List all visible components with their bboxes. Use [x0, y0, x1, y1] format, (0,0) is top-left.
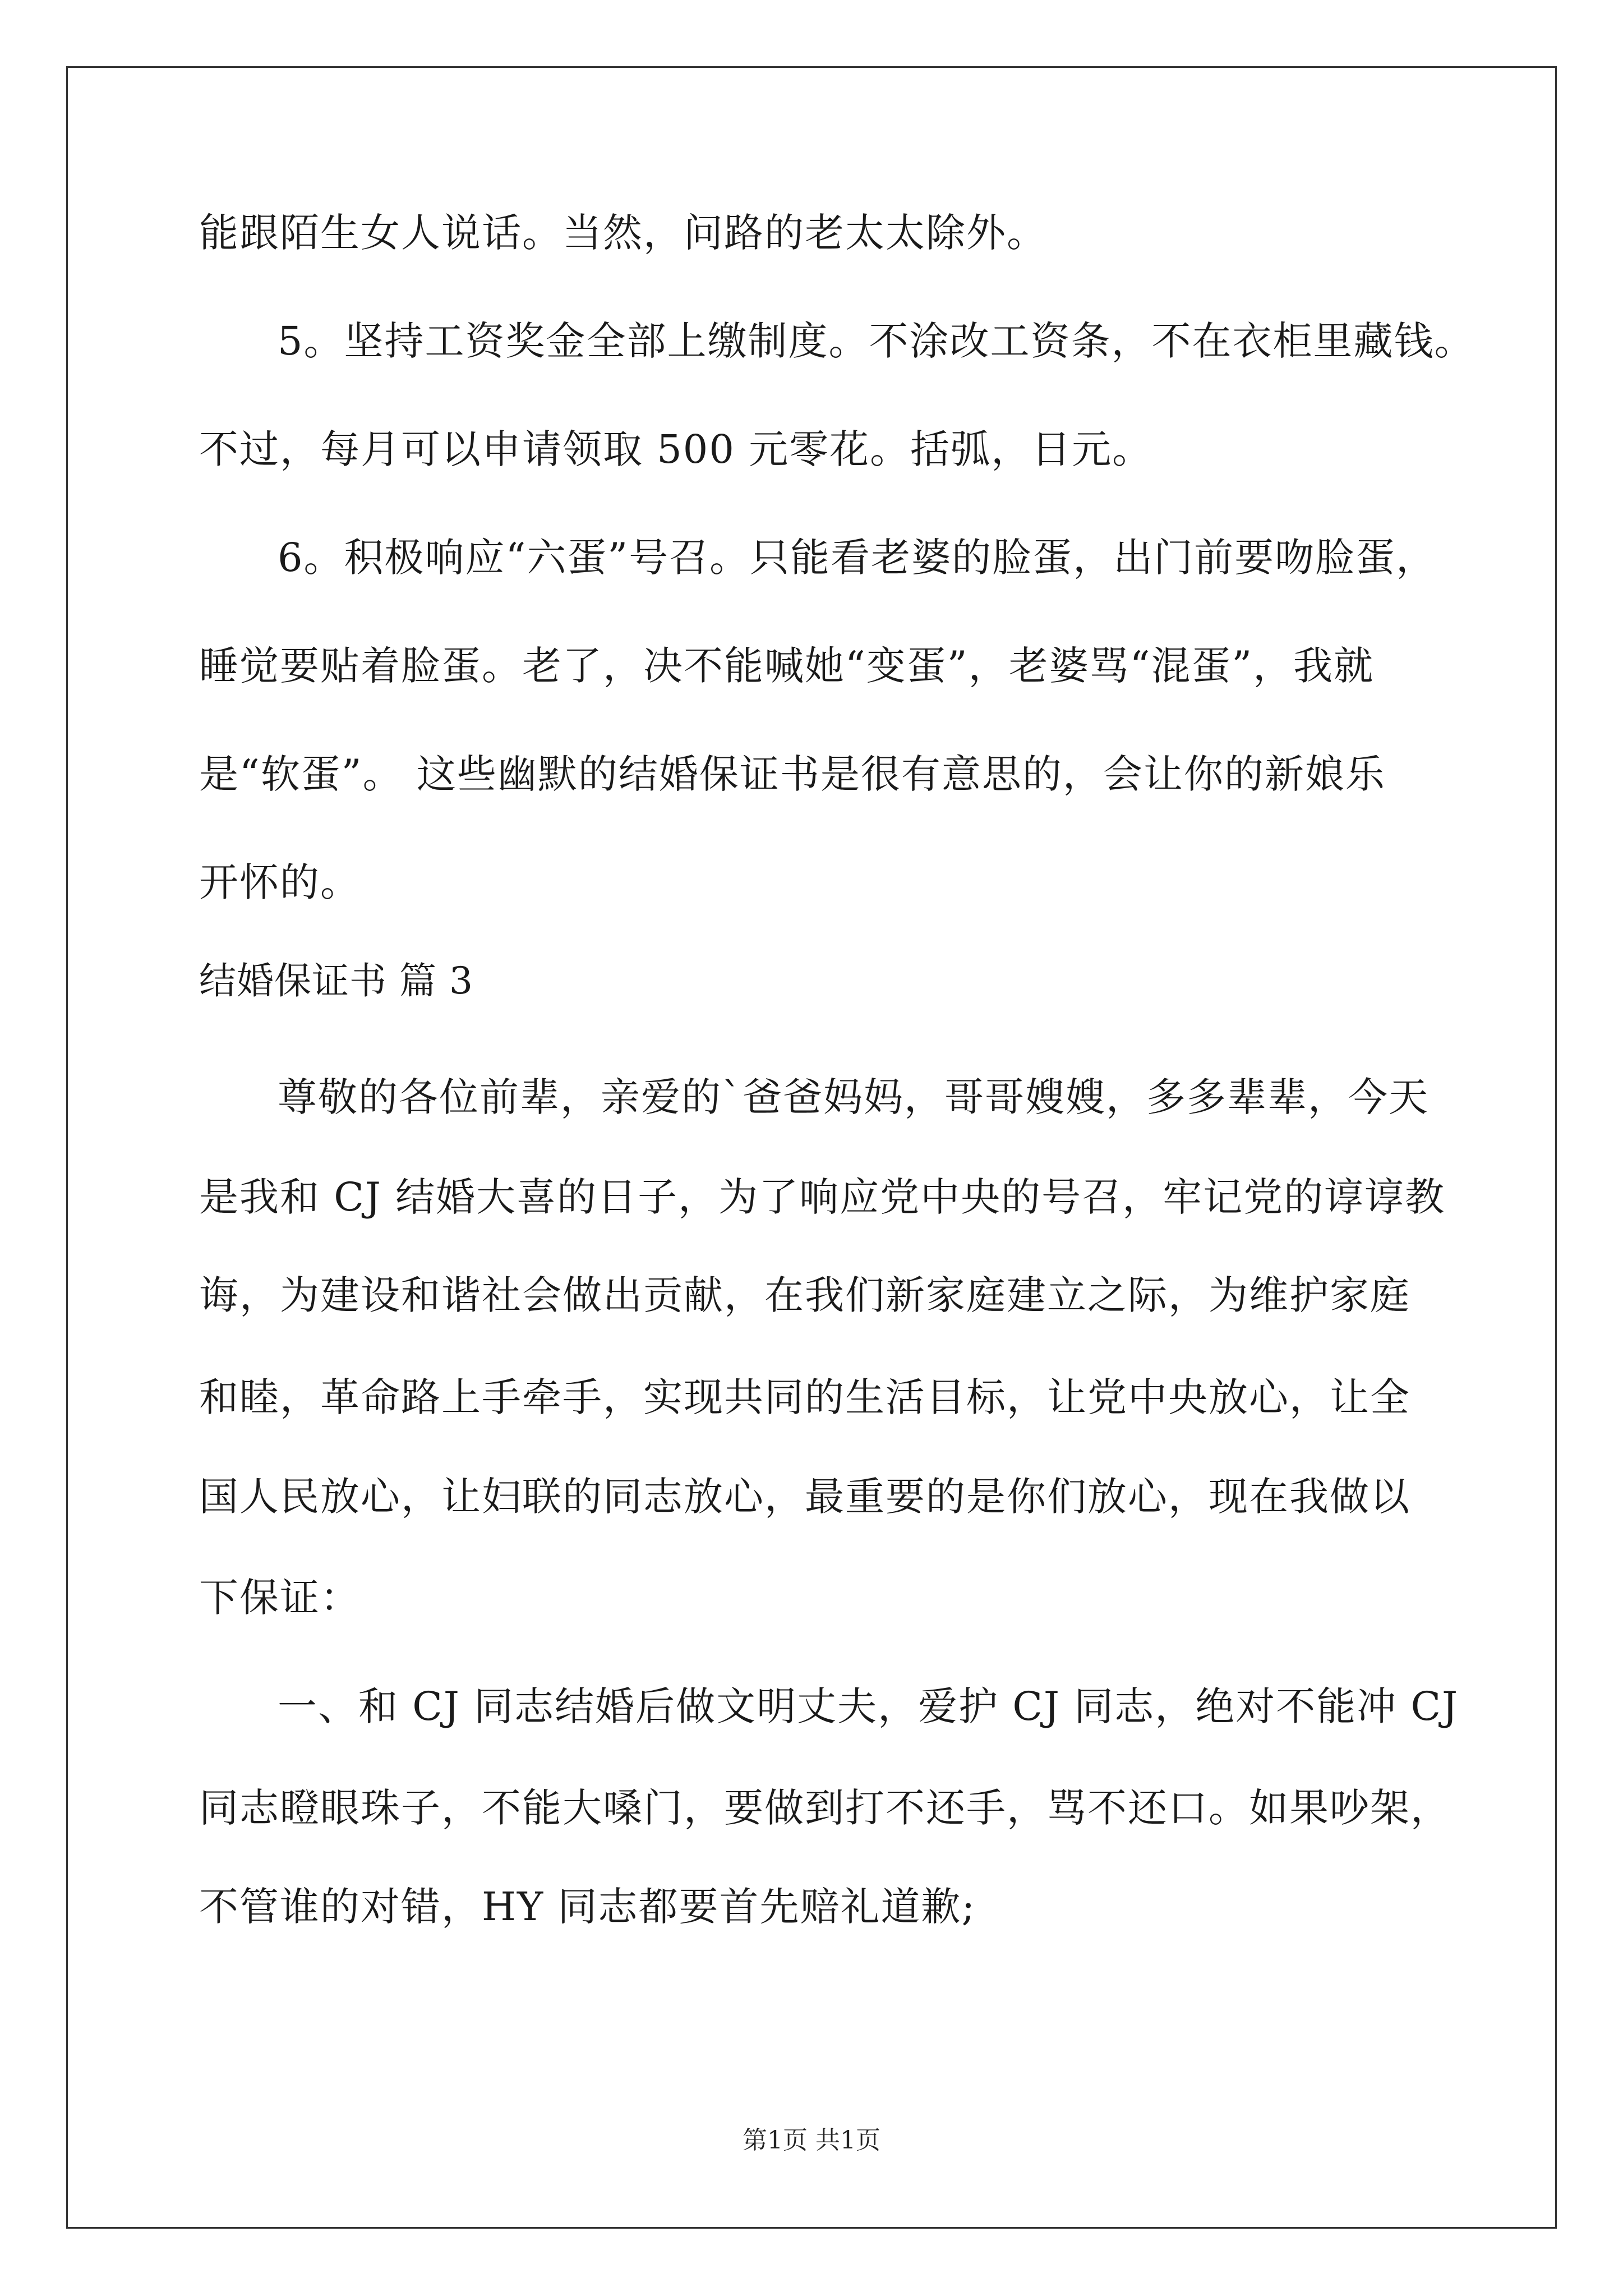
text-line-5: 睡觉要贴着脸蛋。老了，决不能喊她“变蛋”，老婆骂“混蛋”，我就	[199, 643, 1375, 689]
text-line-17: 不管谁的对错，HY 同志都要首先赔礼道歉;	[199, 1884, 976, 1930]
text-line-9: 尊敬的各位前辈，亲爱的`爸爸妈妈，哥哥嫂嫂，多多辈辈，今天	[278, 1074, 1429, 1120]
page-footer: 第1页 共1页	[743, 2126, 880, 2155]
text-line-16: 同志瞪眼珠子，不能大嗓门，要做到打不还手，骂不还口。如果吵架，	[199, 1785, 1451, 1831]
text-line-3: 不过，每月可以申请领取 500 元零花。括弧，日元。	[199, 426, 1153, 472]
text-line-13: 国人民放心，让妇联的同志放心，最重要的是你们放心，现在我做以	[199, 1474, 1410, 1520]
section-heading: 结婚保证书 篇 3	[199, 959, 473, 1002]
text-line-6: 是“软蛋”。 这些幽默的结婚保证书是很有意思的，会让你的新娘乐	[199, 751, 1386, 797]
text-line-12: 和睦，革命路上手牵手，实现共同的生活目标，让党中央放心，让全	[199, 1374, 1410, 1420]
text-line-14: 下保证：	[199, 1575, 361, 1621]
text-line-1: 能跟陌生女人说话。当然，问路的老太太除外。	[199, 210, 1047, 256]
text-line-4: 6。积极响应“六蛋”号召。只能看老婆的脸蛋，出门前要吻脸蛋，	[278, 535, 1437, 581]
text-line-2: 5。坚持工资奖金全部上缴制度。不涂改工资条，不在衣柜里藏钱。	[278, 318, 1475, 364]
text-line-15: 一、和 CJ 同志结婚后做文明丈夫，爱护 CJ 同志，绝对不能冲 CJ	[278, 1683, 1459, 1729]
text-line-11: 诲，为建设和谐社会做出贡献，在我们新家庭建立之际，为维护家庭	[199, 1272, 1410, 1318]
text-line-7: 开怀的。	[199, 859, 361, 905]
text-line-10: 是我和 CJ 结婚大喜的日子，为了响应党中央的号召，牢记党的谆谆教	[199, 1174, 1446, 1220]
